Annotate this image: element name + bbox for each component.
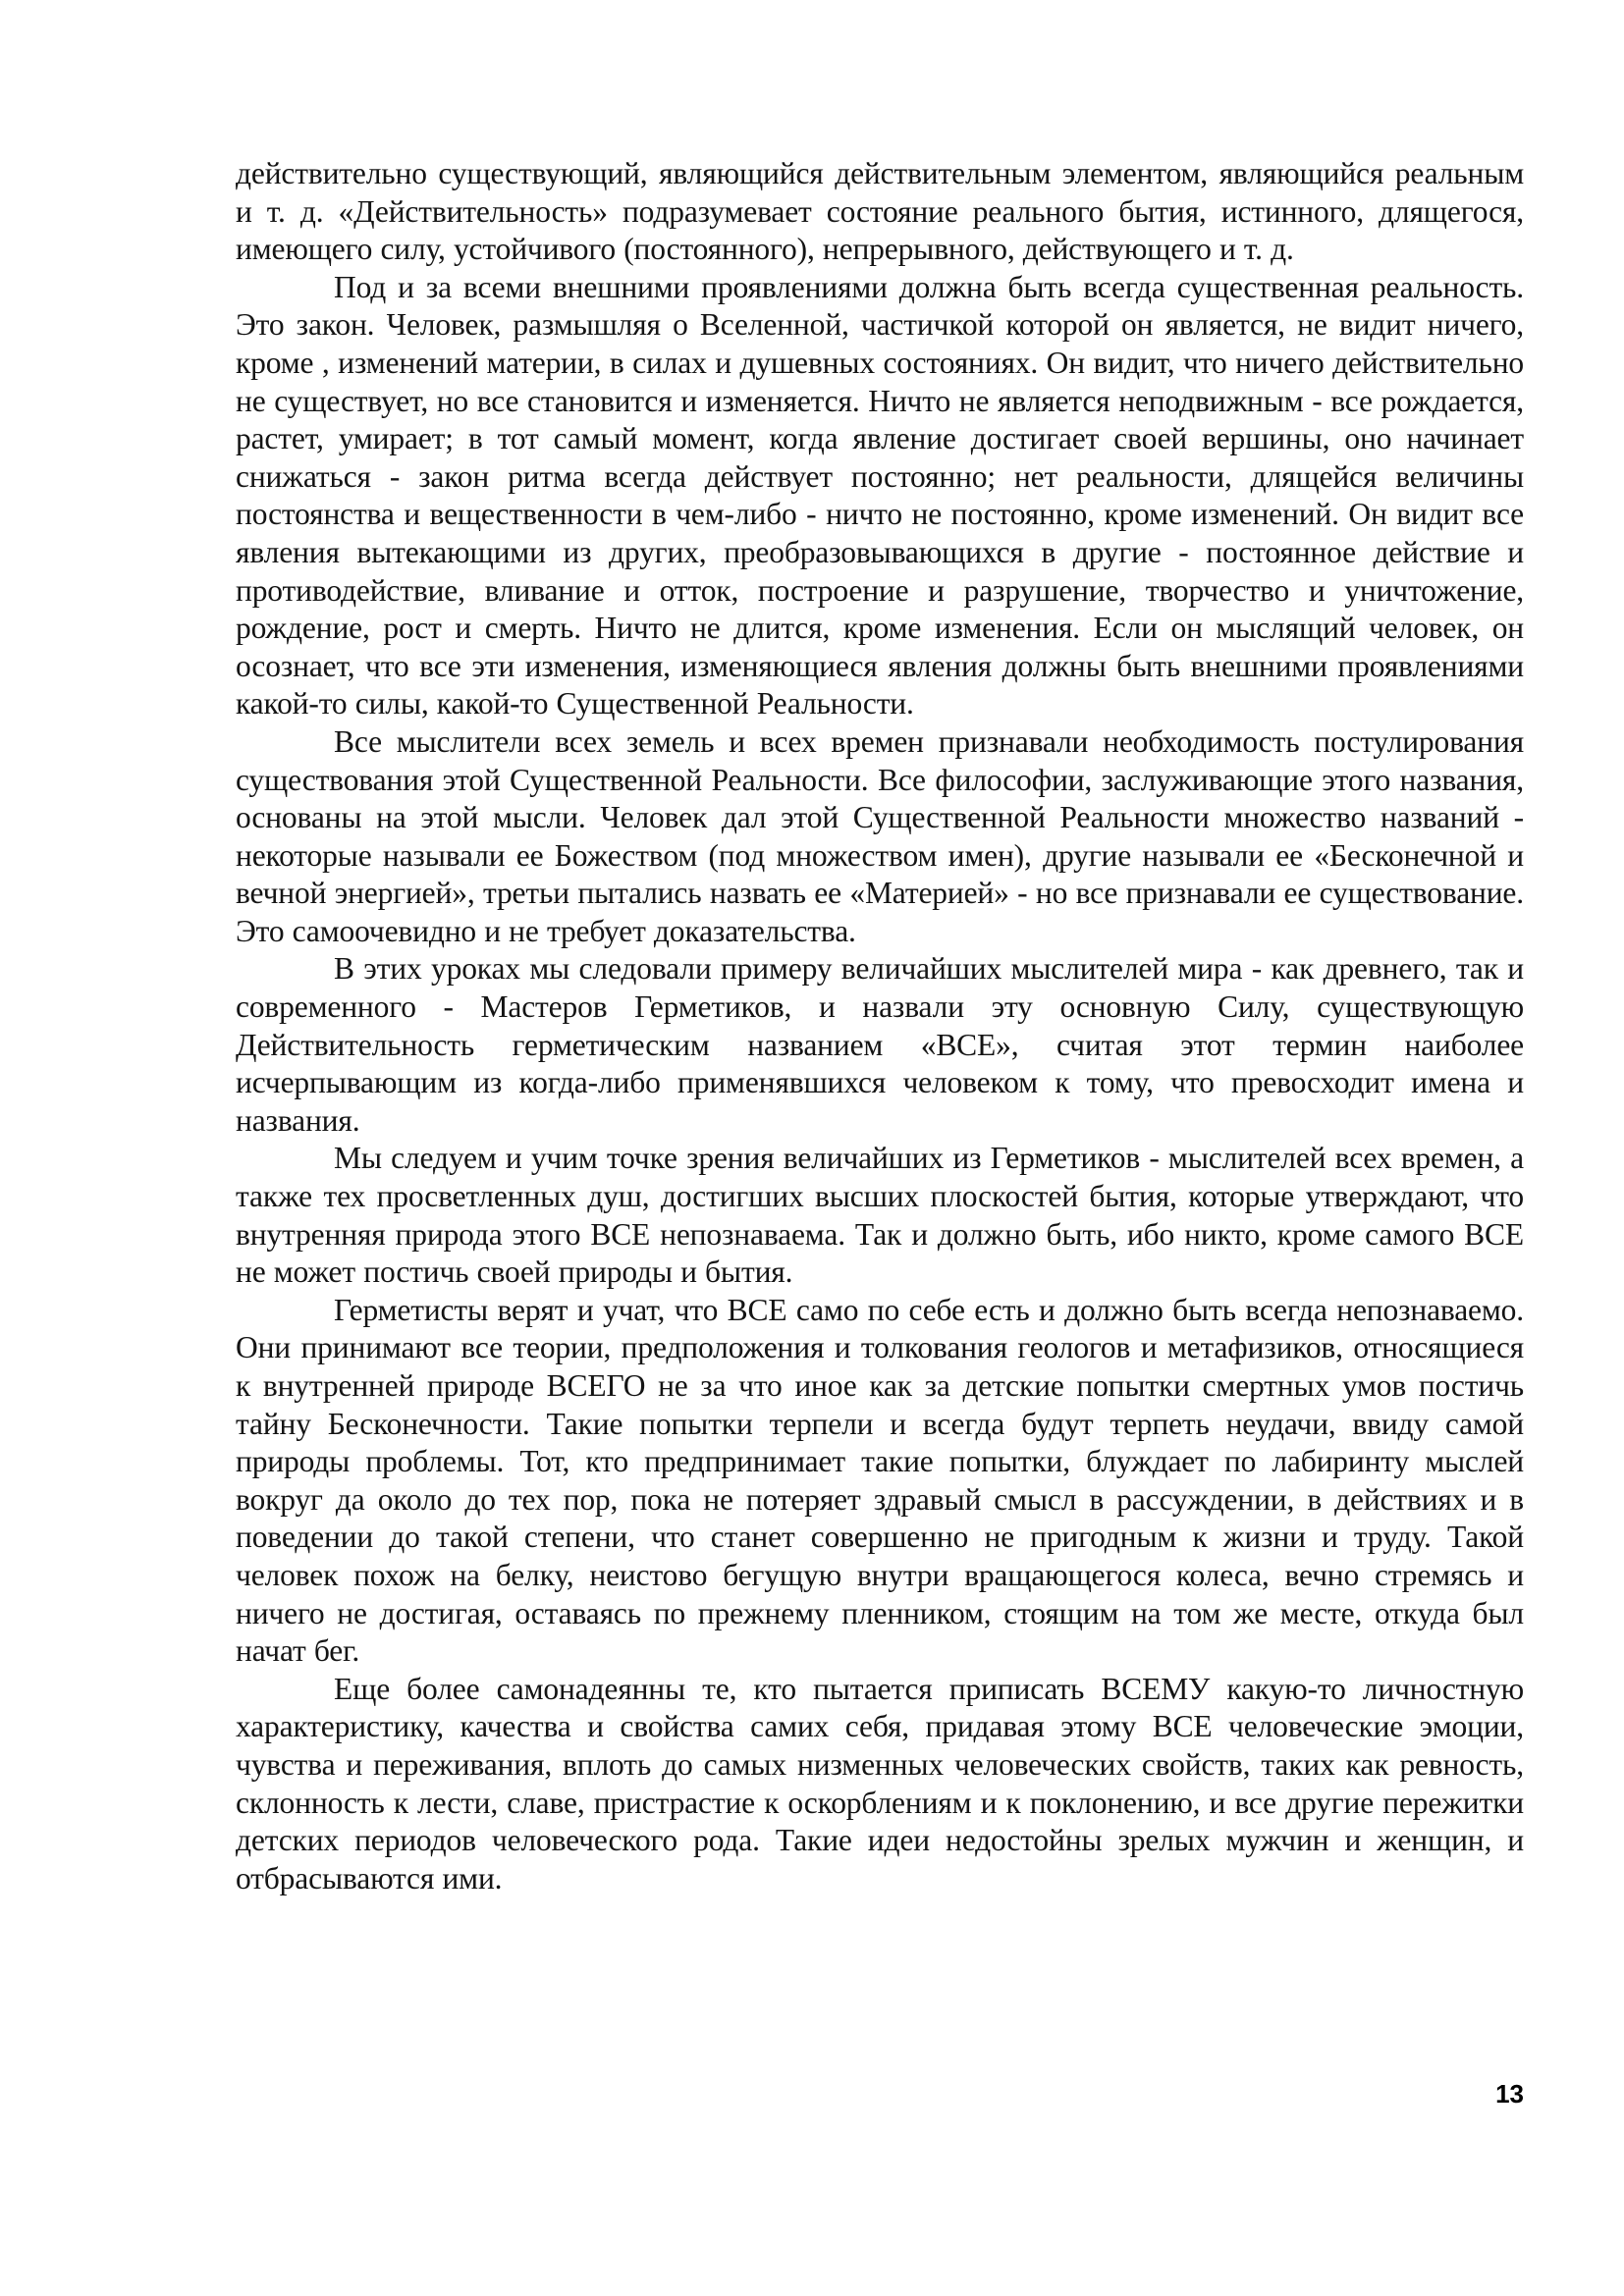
paragraph-4: В этих уроках мы следовали примеру величайших мыслителей мира - как древнего, так и современного - Мастеров Герметиков, и назвали эту основную Силу, существующую Действительность герметическим названием «ВСЕ», считая этот термин наиболее исчерпывающим из когда-либо применявшихся человеком к тому, что превосходит имена и названия. (236, 951, 1524, 1138)
paragraph-7: Еще более самонадеянны те, кто пытается приписать ВСЕМУ какую-то личностную характеристику, качества и свойства самих себя, придавая этому ВСЕ человеческие эмоции, чувства и переживания, вплоть до самых низменных человеческих свойств, таких как ревность, склонность к лести, славе, пристрастие к оскорблениям и к поклонению, и все другие пережитки детских периодов человеческого рода. Такие идеи недостойны зрелых мужчин и женщин, и отбрасываются ими. (236, 1671, 1524, 1896)
body-text (236, 155, 1524, 1897)
page-number: 13 (1495, 2079, 1524, 2109)
paragraph-6: Герметисты верят и учат, что ВСЕ само по себе есть и должно быть всегда непознаваемо. Они принимают все теории, предположения и толкования геологов и метафизиков, относящиеся к внутренней природе ВСЕГО не за что иное как за детские попытки смертных умов постичь тайну Бесконечности. Такие попытки терпели и всегда будут терпеть неудачи, ввиду самой природы проблемы. Тот, кто предпринимает такие попытки, блуждает по лабиринту мыслей вокруг да около до тех пор, пока не потеряет здравый смысл в рассуждении, в действиях и в поведении до такой степени, что станет совершенно не пригодным к жизни и труду. Такой человек похож на белку, неистово бегущую внутри вращающегося колеса, вечно стремясь и ничего не достигая, оставаясь по прежнему пленником, стоящим на том же месте, откуда был начат бег. (236, 1292, 1524, 1669)
paragraph-5: Мы следуем и учим точке зрения величайших из Герметиков - мыслителей всех времен, а также тех просветленных душ, достигших высших плоскостей бытия, которые утверждают, что внутренняя природа этого ВСЕ непознаваема. Так и должно быть, ибо никто, кроме самого ВСЕ не может постичь своей природы и бытия. (236, 1141, 1524, 1290)
paragraph-3: Все мыслители всех земель и всех времен признавали необходимость постулирования существования этой Существенной Реальности. Все философии, заслуживающие этого названия, основаны на этой мысли. Человек дал этой Существенной Реальности множество названий - некоторые называли ее Божеством (под множеством имен), другие называли ее «Бесконечной и вечной энергией», третьи пытались назвать ее «Материей» - но все признавали ее существование. Это самоочевидно и не требует доказательства. (236, 723, 1524, 948)
paragraph-2: Под и за всеми внешними проявлениями должна быть всегда существенная реальность. Это закон. Человек, размышляя о Вселенной, частичкой которой он является, не видит ничего, кроме , изменений материи, в силах и душевных состояниях. Он видит, что ничего действительно не существует, но все становится и изменяется. Ничто не является неподвижным - все рождается, растет, умирает; в тот самый момент, когда явление достигает своей вершины, оно начинает снижаться - закон ритма всегда действует постоянно; нет реальности, длящейся величины постоянства и вещественности в чем-либо - ничто не постоянно, кроме изменений. Он видит все явления вытекающими из других, преобразовывающихся в другие - постоянное действие и противодействие, вливание и отток, построение и разрушение, творчество и уничтожение, рождение, рост и смерть. Ничто не длится, кроме изменения. Если он мыслящий человек, он осознает, что все эти изменения, изменяющиеся явления должны быть внешними проявлениями какой-то силы, какой-то Существенной Реальности. (236, 269, 1524, 721)
paragraph-1: действительно существующий, являющийся действительным элементом, являющийся реальным и т. д. «Действительность» подразумевает состояние реального бытия, истинного, длящегося, имеющего силу, устойчивого (постоянного), непрерывного, действующего и т. д. (236, 156, 1524, 267)
